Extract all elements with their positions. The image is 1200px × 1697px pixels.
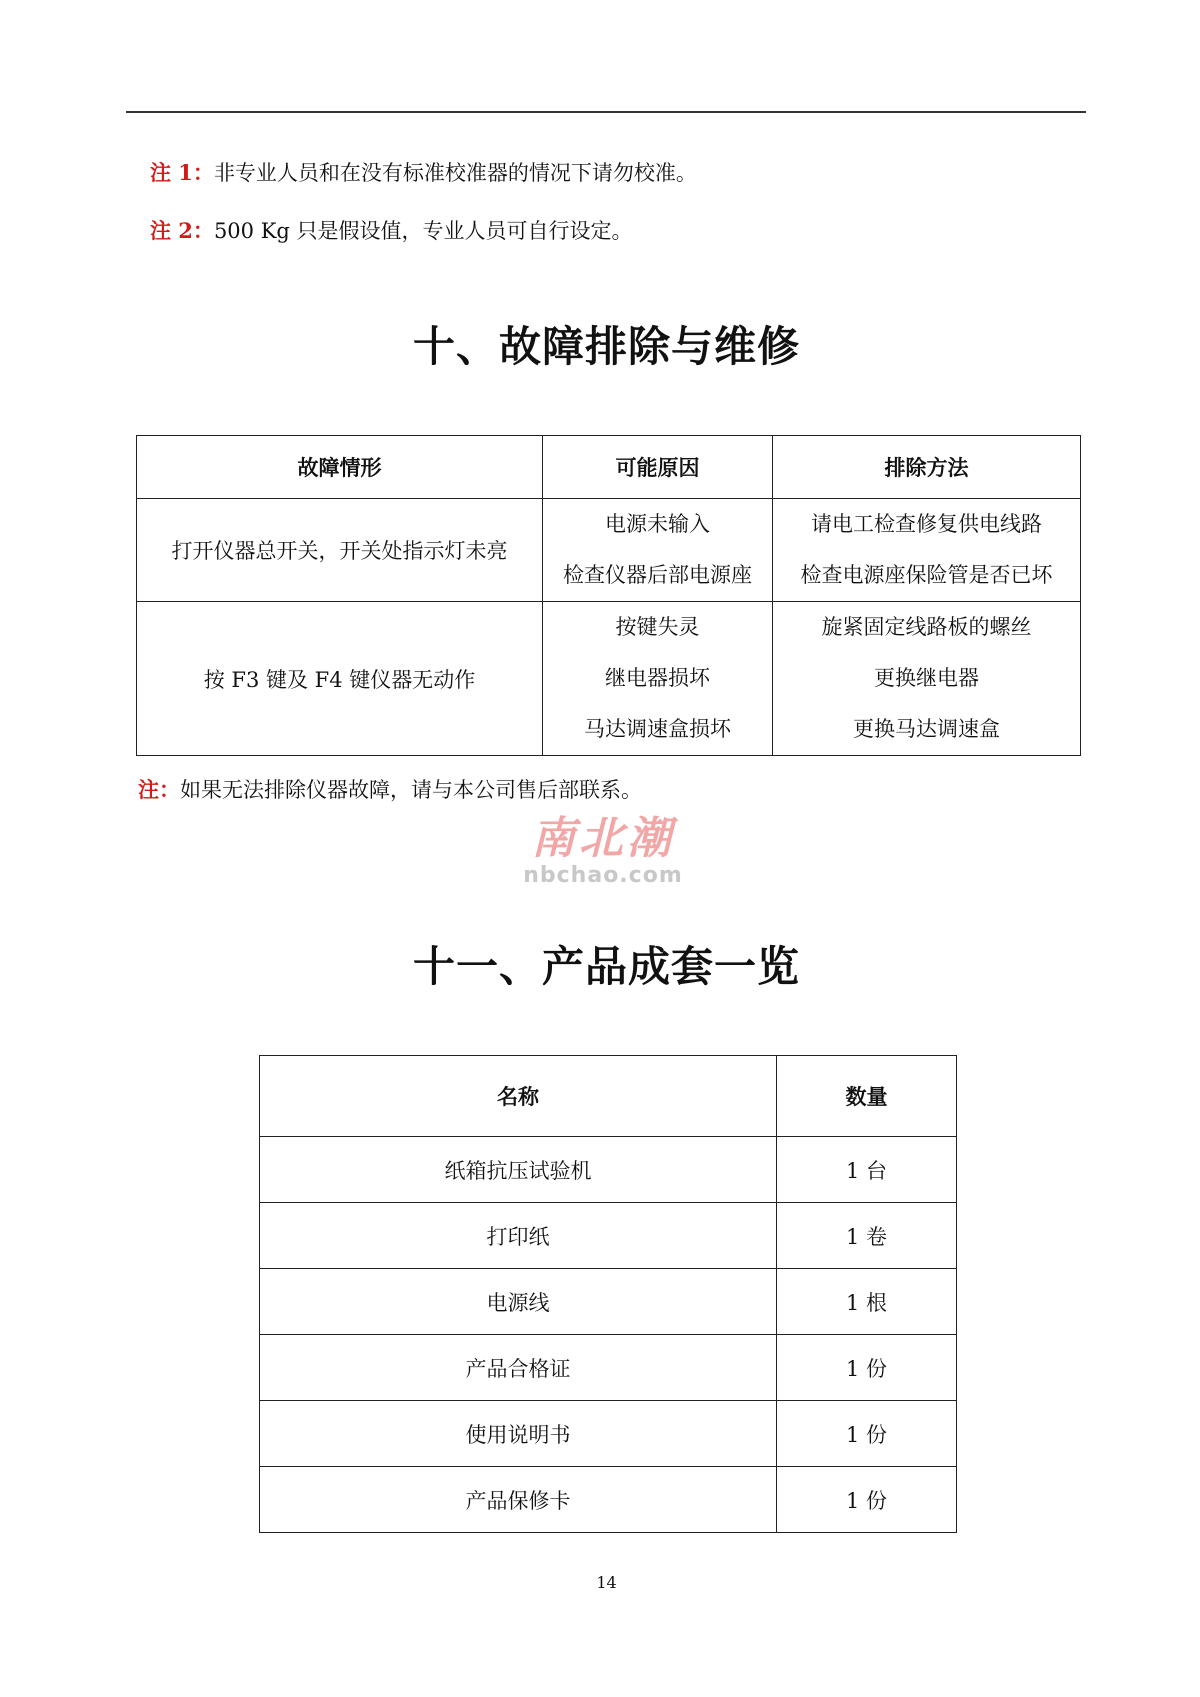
watermark-logo (518, 815, 688, 889)
item-quantity: 1 份 (777, 1467, 957, 1533)
item-name: 产品合格证 (260, 1335, 777, 1401)
header-remedy: 排除方法 (773, 436, 1081, 499)
table-header-row (137, 436, 1081, 499)
cause-line: 按键失灵 (615, 615, 700, 639)
header-name: 名称 (260, 1056, 777, 1137)
item-quantity: 1 台 (777, 1137, 957, 1203)
header-quantity: 数量 (777, 1056, 957, 1137)
item-name: 使用说明书 (260, 1401, 777, 1467)
product-kit-table (259, 1055, 957, 1533)
troubleshooting-table (136, 435, 1081, 756)
situation-cell: 按 F3 键及 F4 键仪器无动作 (137, 602, 543, 756)
table-row (260, 1269, 957, 1335)
item-quantity: 1 份 (777, 1401, 957, 1467)
table-row (137, 499, 1081, 602)
remedy-cell (773, 602, 1081, 756)
remedy-line: 检查电源座保险管是否已坏 (800, 563, 1053, 587)
cause-line: 检查仪器后部电源座 (563, 563, 752, 587)
item-quantity: 1 份 (777, 1335, 957, 1401)
table-row (260, 1467, 957, 1533)
table-row (260, 1137, 957, 1203)
cause-cell (543, 499, 773, 602)
item-name: 纸箱抗压试验机 (260, 1137, 777, 1203)
cause-line: 马达调速盒损坏 (584, 717, 731, 741)
remedy-line: 更换马达调速盒 (853, 717, 1000, 741)
item-quantity: 1 根 (777, 1269, 957, 1335)
table-row (260, 1203, 957, 1269)
situation-cell: 打开仪器总开关，开关处指示灯未亮 (137, 499, 543, 602)
header-cause: 可能原因 (543, 436, 773, 499)
header-rule (126, 111, 1086, 113)
note-1-tag: 注 1： (150, 160, 214, 185)
note-2-text: 500 Kg 只是假设值，专业人员可自行设定。 (213, 219, 633, 243)
section-10-title: 十、故障排除与维修 (412, 322, 800, 371)
table-row (137, 602, 1081, 756)
table-header-row (260, 1056, 957, 1137)
note-tag: 注： (138, 777, 180, 802)
note-2 (150, 217, 633, 245)
item-quantity: 1 卷 (777, 1203, 957, 1269)
table-row (260, 1335, 957, 1401)
table-row (260, 1401, 957, 1467)
note-text: 如果无法排除仪器故障，请与本公司售后部联系。 (180, 778, 642, 802)
item-name: 产品保修卡 (260, 1467, 777, 1533)
remedy-line: 请电工检查修复供电线路 (811, 512, 1042, 536)
watermark-en: nbchao.com (523, 863, 683, 888)
page-number: 14 (596, 1573, 617, 1592)
note-1-text: 非专业人员和在没有标准校准器的情况下请勿校准。 (213, 161, 697, 185)
watermark-cn: 南北潮 (531, 813, 675, 864)
remedy-line: 更换继电器 (874, 666, 979, 690)
cause-line: 继电器损坏 (605, 666, 710, 690)
note-after-sales (138, 776, 642, 804)
section-11-title: 十一、产品成套一览 (412, 942, 800, 991)
item-name: 打印纸 (260, 1203, 777, 1269)
item-name: 电源线 (260, 1269, 777, 1335)
remedy-line: 旋紧固定线路板的螺丝 (821, 615, 1032, 639)
cause-line: 电源未输入 (605, 512, 710, 536)
remedy-cell (773, 499, 1081, 602)
note-2-tag: 注 2： (150, 218, 214, 243)
note-1 (150, 159, 697, 187)
cause-cell (543, 602, 773, 756)
header-situation: 故障情形 (137, 436, 543, 499)
